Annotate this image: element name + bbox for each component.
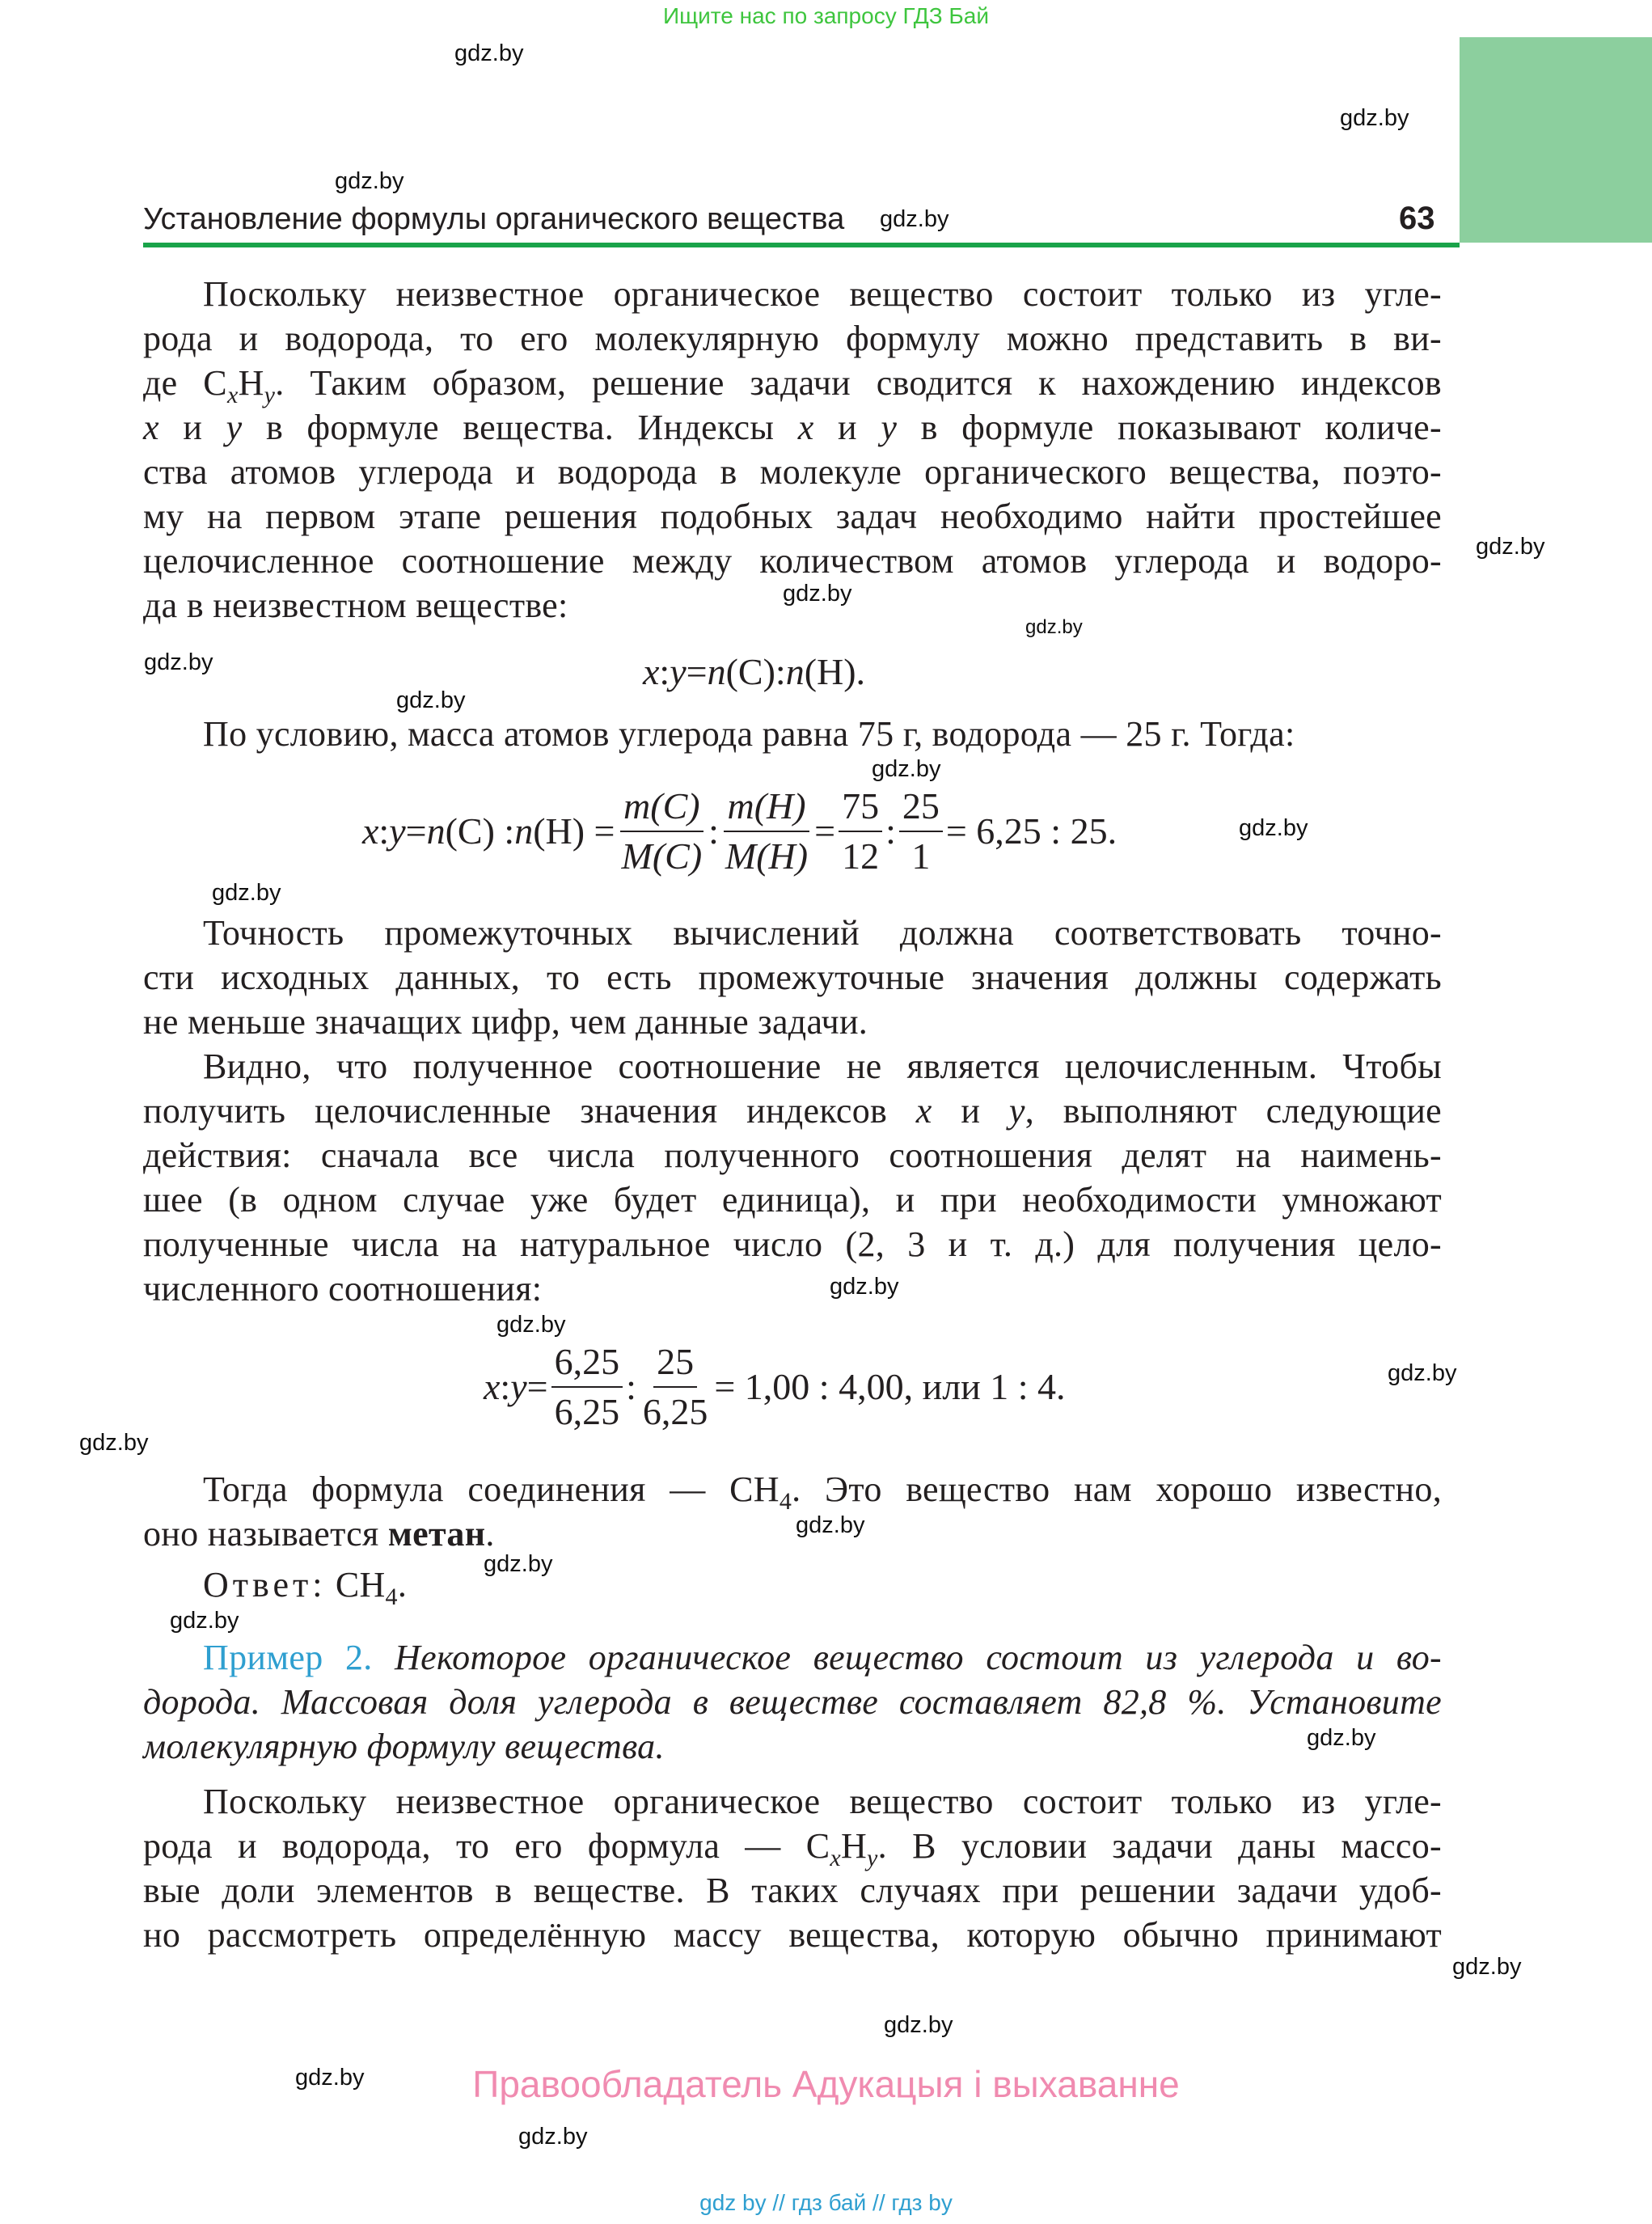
variable: n — [707, 650, 726, 692]
watermark: gdz.by — [872, 756, 941, 782]
variable: x — [484, 1366, 501, 1407]
text-fragment: . — [397, 1565, 408, 1605]
watermark: gdz.by — [796, 1512, 865, 1538]
denominator: 12 — [842, 835, 880, 877]
watermark: gdz.by — [335, 168, 404, 194]
operator: = — [526, 1366, 548, 1407]
text-fragment: H — [840, 1826, 868, 1866]
numerator: m(H) — [724, 784, 809, 832]
variable: x — [915, 1091, 932, 1131]
variable: n — [426, 810, 446, 852]
denominator: 6,25 — [554, 1390, 620, 1432]
text-fragment: , выполняют следующие — [1025, 1091, 1442, 1131]
text-line: По условию, масса атомов углерода равна 75 г, водорода — 25 г. Тогда: — [203, 714, 1295, 754]
denominator: M(H) — [725, 835, 809, 877]
text-fragment: (C): — [725, 650, 786, 692]
answer-label: Ответ: — [203, 1565, 327, 1605]
text-line: численного соотношения: — [143, 1269, 543, 1309]
operator: : — [626, 1366, 636, 1407]
variable: x — [797, 408, 814, 447]
answer-line — [203, 1562, 1442, 1610]
variable: y — [389, 810, 406, 852]
text-line: но рассмотреть определённую массу вещества, которую обычно принимают — [143, 1915, 1442, 1955]
page-number: 63 — [1399, 201, 1435, 236]
operator: : — [500, 1366, 511, 1407]
copyright-notice: Правообладатель Адукацыя і выхаванне — [472, 2063, 1180, 2105]
text-line: дорода. Массовая доля углерода в веществе составляет 82,8 %. Установите — [143, 1682, 1442, 1722]
watermark: gdz.by — [170, 1608, 239, 1634]
watermark: gdz.by — [295, 2065, 365, 2091]
operator: : — [659, 650, 670, 692]
text-line: вые доли элементов в веществе. В таких случаях при решении задачи удоб- — [143, 1871, 1442, 1910]
watermark: gdz.by — [1340, 105, 1409, 131]
watermark: gdz.by — [1239, 815, 1308, 841]
subscript: x — [830, 1845, 841, 1871]
numerator: m(C) — [620, 784, 703, 832]
text-fragment: (C) : — [445, 810, 515, 852]
text-fragment: = 1,00 : 4,00, или 1 : 4. — [714, 1366, 1066, 1407]
text-fragment: . Это вещество нам хорошо известно, — [792, 1469, 1442, 1509]
subscript: 4 — [385, 1583, 398, 1610]
variable: x — [143, 408, 159, 447]
text-fragment: = 6,25 : 25. — [945, 810, 1118, 852]
subscript: y — [264, 382, 276, 408]
text-fragment: рода и водорода, то его формула — C — [143, 1826, 830, 1866]
watermark: gdz.by — [496, 1312, 566, 1338]
watermark: gdz.by — [396, 687, 466, 713]
text-fragment: (H) = — [533, 810, 615, 852]
denominator: 1 — [911, 835, 931, 877]
operator: = — [405, 810, 427, 852]
term-bold: метан — [387, 1514, 486, 1554]
variable: y — [226, 408, 243, 447]
operator: : — [378, 810, 390, 852]
text-line: не меньше значащих цифр, чем данные задачи. — [143, 1002, 868, 1042]
watermark: gdz.by — [830, 1274, 899, 1300]
text-line — [203, 1467, 1442, 1515]
text-line — [143, 361, 1443, 408]
formula-ratio — [643, 647, 865, 696]
watermark: gdz.by — [1452, 1954, 1522, 1980]
operator: : — [708, 810, 719, 852]
text-line — [143, 1089, 1442, 1133]
watermark: gdz.by — [880, 206, 949, 232]
example-label: Пример 2. — [203, 1638, 373, 1677]
watermark: gdz.by — [79, 1430, 149, 1456]
denominator: M(C) — [621, 835, 703, 877]
text-line — [203, 1635, 1442, 1680]
fraction — [722, 784, 811, 879]
text-line: му на первом этапе решения подобных задач необходимо найти простейшее — [143, 497, 1442, 536]
text-fragment: в формуле показывают количе- — [897, 408, 1442, 447]
text-line: действия: сначала все числа полученного соотношения делят на наимень- — [143, 1135, 1442, 1175]
text-fragment: Некоторое органическое вещество состоит из углерода и во- — [372, 1638, 1442, 1677]
text-fragment: CH — [326, 1565, 386, 1605]
text-line: полученные числа на натуральное число (2, 3 и т. д.) для получения цело- — [143, 1224, 1442, 1264]
watermark: gdz.by — [783, 581, 852, 607]
text-fragment: (H). — [804, 650, 866, 692]
numerator: 6,25 — [551, 1339, 623, 1388]
text-line: Точность промежуточных вычислений должна соответствовать точно- — [203, 913, 1442, 953]
text-fragment: и — [158, 408, 226, 447]
text-fragment: Тогда формула соединения — CH — [203, 1469, 780, 1509]
text-line: рода и водорода, то его молекулярную формулу можно представить в ви- — [143, 319, 1442, 358]
variable: y — [881, 408, 898, 447]
text-fragment: оно называется — [143, 1514, 388, 1554]
variable: y — [1008, 1091, 1025, 1131]
text-fragment: . Таким образом, решение задачи сводится к нахождению индексов — [275, 363, 1443, 403]
text-line — [143, 1824, 1442, 1871]
text-fragment: и — [813, 408, 881, 447]
text-fragment: в формуле вещества. Индексы — [242, 408, 798, 447]
operator: = — [686, 650, 708, 692]
text-line: целочисленное соотношение между количеством атомов углерода и водоро- — [143, 541, 1442, 581]
watermark: gdz.by — [484, 1551, 553, 1577]
fraction — [619, 784, 706, 879]
operator: = — [814, 810, 836, 852]
variable: x — [362, 810, 379, 852]
numerator: 25 — [653, 1339, 697, 1388]
text-fragment: . В условии задачи даны массо- — [877, 1826, 1442, 1866]
header-rule — [143, 243, 1460, 247]
formula-mass-ratio — [362, 780, 1117, 882]
subscript: x — [226, 382, 239, 408]
watermark: gdz.by — [1307, 1725, 1376, 1751]
fraction — [551, 1339, 623, 1435]
watermark: gdz.by — [518, 2124, 588, 2150]
variable: n — [514, 810, 534, 852]
text-fragment: получить целочисленные значения индексов — [143, 1091, 916, 1131]
variable: y — [510, 1366, 527, 1407]
text-fragment: и — [932, 1091, 1009, 1131]
footer-links[interactable]: gdz by // гдз бай // гдз by — [699, 2190, 953, 2215]
operator: : — [885, 810, 896, 852]
subscript: y — [867, 1845, 878, 1871]
text-line — [143, 405, 1442, 450]
text-line: шее (в одном случае уже будет единица), и при необходимости умножают — [143, 1180, 1442, 1220]
numerator: 25 — [899, 784, 943, 832]
text-fragment: де C — [143, 363, 227, 403]
subscript: 4 — [779, 1488, 792, 1515]
fraction — [640, 1339, 712, 1435]
watermark: gdz.by — [212, 880, 281, 906]
running-title: Установление формулы органического вещества — [143, 202, 845, 236]
fraction — [899, 784, 943, 879]
watermark: gdz.by — [1388, 1360, 1457, 1386]
watermark: gdz.by — [1025, 616, 1083, 638]
text-line — [143, 1512, 1442, 1556]
top-search-note: Ищите нас по запросу ГДЗ Бай — [662, 3, 990, 28]
text-fragment: H — [238, 363, 264, 403]
watermark: gdz.by — [454, 40, 524, 66]
text-line: да в неизвестном веществе: — [143, 586, 568, 625]
text-line: сти исходных данных, то есть промежуточные значения должны содержать — [143, 958, 1442, 997]
variable: x — [643, 650, 660, 692]
fraction — [839, 784, 882, 879]
text-line: Поскольку неизвестное органическое вещество состоит только из угле- — [203, 274, 1442, 314]
text-fragment: . — [485, 1514, 495, 1554]
variable: n — [785, 650, 805, 692]
text-line: ства атомов углерода и водорода в молекуле органического вещества, поэто- — [143, 452, 1442, 492]
chapter-tab — [1460, 37, 1652, 243]
text-line: молекулярную формулу вещества. — [143, 1727, 665, 1766]
formula-integer-ratio — [484, 1336, 1066, 1437]
watermark: gdz.by — [884, 2012, 953, 2038]
text-line: Видно, что полученное соотношение не является целочисленным. Чтобы — [203, 1046, 1442, 1086]
text-line: Поскольку неизвестное органическое вещество состоит только из угле- — [203, 1782, 1442, 1821]
watermark: gdz.by — [1476, 534, 1545, 560]
watermark: gdz.by — [144, 649, 213, 675]
numerator: 75 — [839, 784, 882, 832]
variable: y — [670, 650, 687, 692]
denominator: 6,25 — [642, 1390, 708, 1432]
